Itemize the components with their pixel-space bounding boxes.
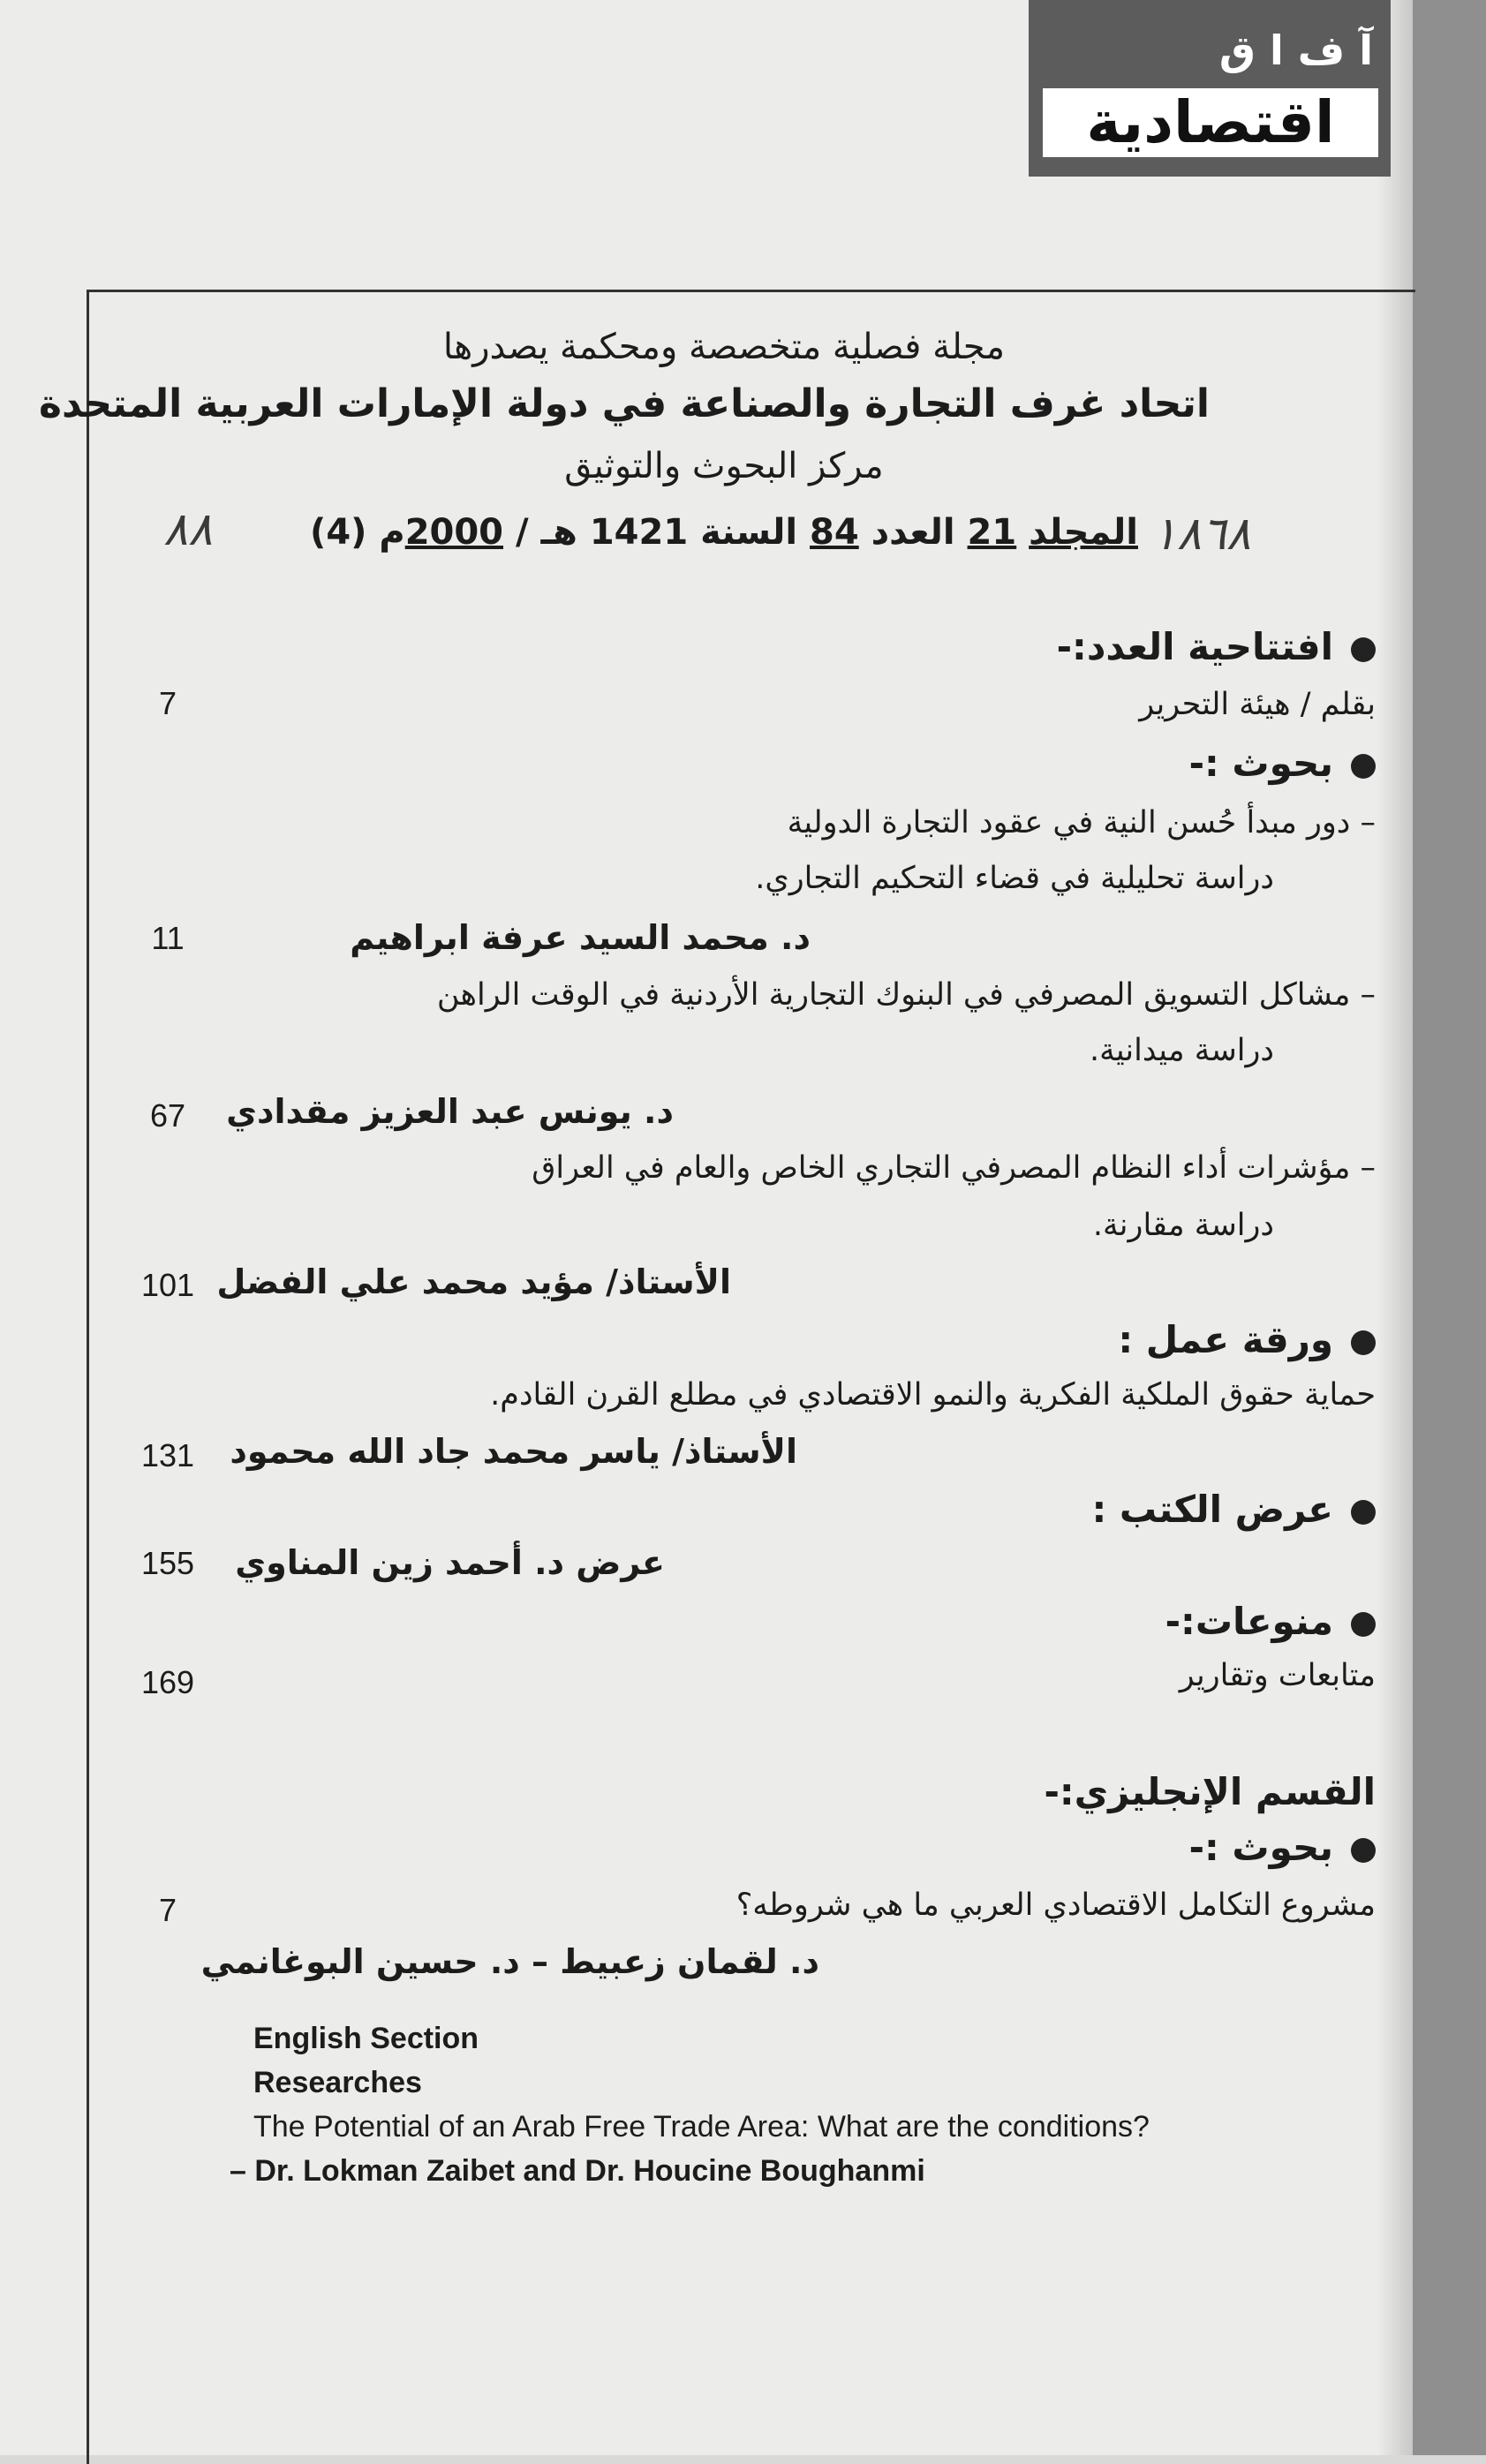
research-2-author: د. يونس عبد العزيز مقدادي bbox=[226, 1092, 674, 1131]
research-2-page: 67 bbox=[149, 1097, 186, 1134]
header-line-1: مجلة فصلية متخصصة ومحكمة يصدرها bbox=[442, 327, 1006, 367]
bullet-icon bbox=[1351, 1612, 1376, 1637]
english-research-title: The Potential of an Arab Free Trade Area: What are the conditions? bbox=[253, 2110, 1150, 2144]
vol-label: المجلد bbox=[1029, 512, 1138, 553]
research-2-subtitle: دراسة ميدانية. bbox=[1089, 1033, 1274, 1068]
research-2-title: – مشاكل التسويق المصرفي في البنوك التجارية الأردنية في الوقت الراهن bbox=[436, 977, 1376, 1013]
english-research-authors: – Dr. Lokman Zaibet and Dr. Houcine Boughanmi bbox=[230, 2154, 925, 2188]
issue-number: 84 bbox=[810, 512, 859, 553]
books-heading-text: عرض الكتب : bbox=[1091, 1488, 1333, 1531]
bullet-icon bbox=[1351, 637, 1376, 662]
english-research-page: 7 bbox=[158, 1892, 177, 1928]
journal-logo bbox=[1029, 0, 1391, 177]
books-page: 155 bbox=[140, 1545, 195, 1581]
books-heading bbox=[1091, 1488, 1376, 1531]
english-research-authors-ar: د. لقمان زعبيط – د. حسين البوغانمي bbox=[200, 1942, 819, 1981]
research-3-subtitle: دراسة مقارنة. bbox=[1092, 1208, 1274, 1243]
english-research-heading-text: بحوث :- bbox=[1188, 1826, 1333, 1869]
editorial-heading bbox=[1057, 625, 1376, 668]
header-line-3: مركز البحوث والتوثيق bbox=[564, 446, 884, 486]
misc-heading bbox=[1165, 1600, 1376, 1643]
year-number: 2000 bbox=[404, 512, 504, 553]
research-1-title: – دور مبدأ حُسن النية في عقود التجارة الدولية bbox=[787, 805, 1376, 840]
bullet-icon bbox=[1351, 1838, 1376, 1863]
header-line-2: اتحاد غرف التجارة والصناعة في دولة الإمارات العربية المتحدة bbox=[39, 381, 1210, 426]
page-edge bbox=[1413, 0, 1486, 2455]
volume-line bbox=[238, 512, 1210, 553]
paper-heading bbox=[1118, 1318, 1376, 1361]
english-section-label: English Section bbox=[253, 2022, 479, 2055]
paper-heading-text: ورقة عمل : bbox=[1118, 1318, 1333, 1361]
logo-small-text: آ ف ا ق bbox=[1218, 26, 1373, 74]
editorial-item: بقلم / هيئة التحرير bbox=[1139, 687, 1376, 722]
handwritten-note-right: ١٨٦٨ bbox=[1152, 508, 1251, 561]
research-1-page: 11 bbox=[151, 920, 185, 956]
paper-title: حماية حقوق الملكية الفكرية والنمو الاقتصادي في مطلع القرن القادم. bbox=[490, 1377, 1376, 1413]
bullet-icon bbox=[1351, 754, 1376, 779]
english-research-heading bbox=[1189, 1826, 1376, 1869]
year-suffix: م (4) bbox=[310, 512, 405, 553]
books-item: عرض د. أحمد زين المناوي bbox=[235, 1543, 665, 1582]
research-3-title: – مؤشرات أداء النظام المصرفي التجاري الخاص والعام في العراق bbox=[532, 1150, 1376, 1186]
issue-label: العدد bbox=[871, 512, 955, 553]
paper-page: 131 bbox=[140, 1437, 195, 1473]
research-1-author: د. محمد السيد عرفة ابراهيم bbox=[350, 918, 811, 957]
bullet-icon bbox=[1351, 1330, 1376, 1355]
misc-heading-text: منوعات:- bbox=[1165, 1600, 1333, 1643]
handwritten-note-left: ٨٨ bbox=[163, 503, 213, 556]
editorial-heading-text: افتتاحية العدد:- bbox=[1056, 625, 1333, 668]
research-heading bbox=[1189, 742, 1376, 785]
research-3-page: 101 bbox=[140, 1267, 195, 1303]
english-researches-label: Researches bbox=[253, 2066, 422, 2099]
vol-number: 21 bbox=[967, 512, 1017, 553]
english-part-heading: القسم الإنجليزي:- bbox=[1044, 1770, 1376, 1813]
paper-author: الأستاذ/ ياسر محمد جاد الله محمود bbox=[230, 1432, 797, 1471]
misc-item: متابعات وتقارير bbox=[1179, 1658, 1376, 1693]
misc-page: 169 bbox=[140, 1664, 195, 1700]
research-3-author: الأستاذ/ مؤيد محمد علي الفضل bbox=[216, 1262, 731, 1301]
logo-big-text: اقتصادية bbox=[1043, 88, 1378, 157]
research-heading-text: بحوث :- bbox=[1188, 742, 1333, 785]
bullet-icon bbox=[1351, 1500, 1376, 1525]
research-1-subtitle: دراسة تحليلية في قضاء التحكيم التجاري. bbox=[755, 861, 1274, 896]
english-research-title-ar: مشروع التكامل الاقتصادي العربي ما هي شروطه؟ bbox=[735, 1888, 1376, 1923]
editorial-page: 7 bbox=[158, 685, 177, 721]
year-label: السنة 1421 هـ / bbox=[515, 512, 798, 553]
